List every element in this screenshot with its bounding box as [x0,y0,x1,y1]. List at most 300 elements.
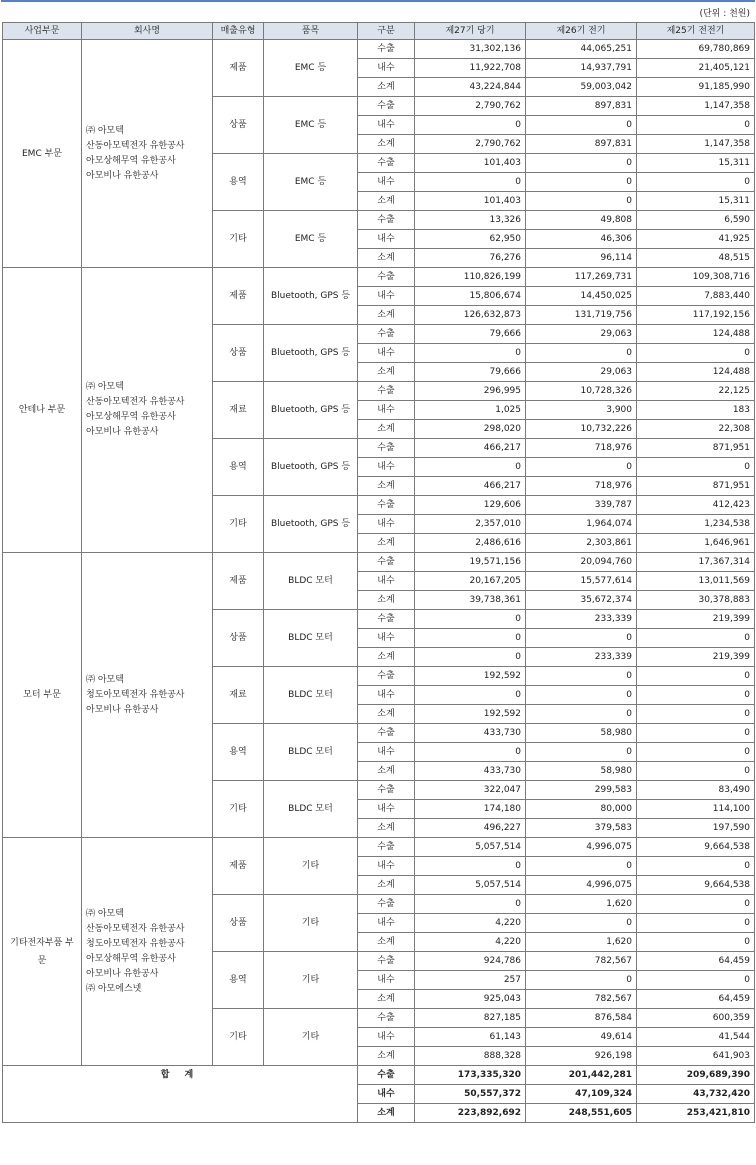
amount-cell: 101,403 [415,192,526,211]
amount-cell: 0 [637,762,755,781]
amount-cell: 1,147,358 [637,135,755,154]
total-amount-cell: 223,892,692 [415,1104,526,1123]
amount-cell: 926,198 [526,1047,637,1066]
amount-cell: 0 [637,705,755,724]
amount-cell: 19,571,156 [415,553,526,572]
amount-cell: 298,020 [415,420,526,439]
amount-cell: 126,632,873 [415,306,526,325]
amount-cell: 219,399 [637,648,755,667]
amount-cell: 233,339 [526,648,637,667]
header-segment: 사업부문 [3,23,82,40]
amount-cell: 496,227 [415,819,526,838]
amount-cell: 0 [526,743,637,762]
kind-label: 내수 [358,572,415,591]
amount-cell: 109,308,716 [637,268,755,287]
amount-cell: 0 [526,914,637,933]
amount-cell: 1,620 [526,933,637,952]
amount-cell: 0 [637,667,755,686]
product-name: BLDC 모터 [264,667,358,724]
kind-label: 소계 [358,876,415,895]
amount-cell: 64,459 [637,952,755,971]
amount-cell: 4,996,075 [526,838,637,857]
total-amount-cell: 209,689,390 [637,1066,755,1085]
amount-cell: 1,646,961 [637,534,755,553]
company-name: 아모상해무역 유한공사 [86,155,176,166]
company-name: ㈜ 아모텍 [86,125,124,136]
kind-label: 소계 [358,591,415,610]
company-name: ㈜ 아모텍 [86,908,124,919]
product-name: BLDC 모터 [264,724,358,781]
amount-cell: 48,515 [637,249,755,268]
sales-type: 제품 [213,838,264,895]
product-name: 기타 [264,895,358,952]
sales-type: 재료 [213,382,264,439]
amount-cell: 31,302,136 [415,40,526,59]
kind-label: 수출 [358,496,415,515]
total-row [3,1066,755,1085]
table-body [3,40,755,1123]
amount-cell: 0 [415,458,526,477]
kind-label: 내수 [358,458,415,477]
amount-cell: 0 [415,610,526,629]
sales-type: 제품 [213,268,264,325]
amount-cell: 124,488 [637,363,755,382]
table-row [3,268,755,287]
header-period-25: 제25기 전전기 [637,23,755,40]
amount-cell: 0 [526,154,637,173]
amount-cell: 69,780,869 [637,40,755,59]
amount-cell: 110,826,199 [415,268,526,287]
amount-cell: 192,592 [415,705,526,724]
kind-label: 내수 [358,401,415,420]
product-name: EMC 등 [264,40,358,97]
product-name: 기타 [264,952,358,1009]
amount-cell: 96,114 [526,249,637,268]
kind-label: 수출 [358,1066,415,1085]
amount-cell: 49,614 [526,1028,637,1047]
kind-label: 소계 [358,762,415,781]
kind-label: 내수 [358,743,415,762]
amount-cell: 20,167,205 [415,572,526,591]
total-amount-cell: 253,421,810 [637,1104,755,1123]
kind-label: 소계 [358,249,415,268]
amount-cell: 2,790,762 [415,97,526,116]
amount-cell: 299,583 [526,781,637,800]
amount-cell: 22,308 [637,420,755,439]
total-amount-cell: 43,732,420 [637,1085,755,1104]
company-name: 아모상해무역 유한공사 [86,412,176,422]
amount-cell: 83,490 [637,781,755,800]
amount-cell: 79,666 [415,325,526,344]
amount-cell: 58,980 [526,724,637,743]
kind-label: 수출 [358,1009,415,1028]
kind-label: 내수 [358,800,415,819]
amount-cell: 871,951 [637,439,755,458]
segment-name: 안테나 부문 [3,268,82,553]
amount-cell: 233,339 [526,610,637,629]
kind-label: 내수 [358,1028,415,1047]
amount-cell: 9,664,538 [637,838,755,857]
amount-cell: 114,100 [637,800,755,819]
amount-cell: 0 [526,857,637,876]
sales-type: 상품 [213,895,264,952]
amount-cell: 0 [415,895,526,914]
kind-label: 소계 [358,648,415,667]
kind-label: 소계 [358,135,415,154]
amount-cell: 0 [637,724,755,743]
kind-label: 내수 [358,230,415,249]
kind-label: 내수 [358,686,415,705]
amount-cell: 897,831 [526,97,637,116]
company-list [82,553,213,838]
amount-cell: 0 [637,458,755,477]
amount-cell: 466,217 [415,477,526,496]
kind-label: 내수 [358,287,415,306]
amount-cell: 29,063 [526,363,637,382]
amount-cell: 13,326 [415,211,526,230]
amount-cell: 0 [637,933,755,952]
kind-label: 수출 [358,781,415,800]
amount-cell: 718,976 [526,477,637,496]
amount-cell: 0 [637,344,755,363]
kind-label: 내수 [358,971,415,990]
amount-cell: 22,125 [637,382,755,401]
amount-cell: 219,399 [637,610,755,629]
kind-label: 수출 [358,610,415,629]
amount-cell: 0 [526,173,637,192]
kind-label: 소계 [358,477,415,496]
amount-cell: 0 [526,705,637,724]
amount-cell: 433,730 [415,762,526,781]
amount-cell: 21,405,121 [637,59,755,78]
amount-cell: 1,147,358 [637,97,755,116]
kind-label: 수출 [358,97,415,116]
amount-cell: 782,567 [526,952,637,971]
total-amount-cell: 201,442,281 [526,1066,637,1085]
kind-label: 소계 [358,306,415,325]
amount-cell: 0 [637,857,755,876]
sales-type: 재료 [213,667,264,724]
amount-cell: 44,065,251 [526,40,637,59]
company-name: 아모상해무역 유한공사 [86,953,176,964]
amount-cell: 7,883,440 [637,287,755,306]
amount-cell: 14,937,791 [526,59,637,78]
amount-cell: 41,925 [637,230,755,249]
company-name: 아모비나 유한공사 [86,427,159,437]
amount-cell: 1,234,538 [637,515,755,534]
amount-cell: 0 [526,971,637,990]
amount-cell: 41,544 [637,1028,755,1047]
kind-label: 내수 [358,1085,415,1104]
segment-name: EMC 부문 [3,40,82,268]
sales-type: 기타 [213,781,264,838]
amount-cell: 0 [526,116,637,135]
amount-cell: 322,047 [415,781,526,800]
amount-cell: 15,806,674 [415,287,526,306]
amount-cell: 101,403 [415,154,526,173]
amount-cell: 339,787 [526,496,637,515]
product-name: Bluetooth, GPS 등 [264,382,358,439]
amount-cell: 0 [415,629,526,648]
sales-type: 기타 [213,211,264,268]
amount-cell: 0 [637,629,755,648]
kind-label: 수출 [358,382,415,401]
amount-cell: 46,306 [526,230,637,249]
amount-cell: 79,666 [415,363,526,382]
product-name: 기타 [264,838,358,895]
amount-cell: 59,003,042 [526,78,637,97]
kind-label: 수출 [358,40,415,59]
amount-cell: 466,217 [415,439,526,458]
company-name: 아모비나 유한공사 [86,968,159,979]
company-name: 산동아모텍전자 유한공사 [86,923,185,934]
amount-cell: 0 [415,648,526,667]
company-list [82,268,213,553]
amount-cell: 192,592 [415,667,526,686]
kind-label: 내수 [358,116,415,135]
amount-cell: 0 [637,914,755,933]
amount-cell: 888,328 [415,1047,526,1066]
amount-cell: 91,185,990 [637,78,755,97]
amount-cell: 6,590 [637,211,755,230]
kind-label: 수출 [358,667,415,686]
amount-cell: 64,459 [637,990,755,1009]
amount-cell: 117,192,156 [637,306,755,325]
header-company: 회사명 [82,23,213,40]
company-name: 아모비나 유한공사 [86,704,159,715]
amount-cell: 782,567 [526,990,637,1009]
amount-cell: 2,303,861 [526,534,637,553]
table-row [3,838,755,857]
amount-cell: 0 [415,344,526,363]
kind-label: 소계 [358,1047,415,1066]
amount-cell: 1,025 [415,401,526,420]
product-name: BLDC 모터 [264,781,358,838]
amount-cell: 0 [637,173,755,192]
product-name: 기타 [264,1009,358,1066]
kind-label: 내수 [358,914,415,933]
kind-label: 소계 [358,534,415,553]
table-row [3,40,755,59]
amount-cell: 15,577,614 [526,572,637,591]
product-name: Bluetooth, GPS 등 [264,439,358,496]
sales-table [2,22,755,1123]
product-name: Bluetooth, GPS 등 [264,496,358,553]
kind-label: 수출 [358,439,415,458]
amount-cell: 0 [637,116,755,135]
kind-label: 소계 [358,420,415,439]
amount-cell: 600,359 [637,1009,755,1028]
kind-label: 내수 [358,515,415,534]
sales-type: 상품 [213,325,264,382]
amount-cell: 871,951 [637,477,755,496]
amount-cell: 13,011,569 [637,572,755,591]
amount-cell: 30,378,883 [637,591,755,610]
kind-label: 소계 [358,1104,415,1123]
sales-type: 제품 [213,553,264,610]
amount-cell: 924,786 [415,952,526,971]
amount-cell: 20,094,760 [526,553,637,572]
amount-cell: 5,057,514 [415,876,526,895]
amount-cell: 15,311 [637,192,755,211]
amount-cell: 174,180 [415,800,526,819]
sales-type: 용역 [213,952,264,1009]
kind-label: 내수 [358,59,415,78]
amount-cell: 4,220 [415,933,526,952]
header-period-27: 제27기 당기 [415,23,526,40]
product-name: EMC 등 [264,154,358,211]
amount-cell: 1,620 [526,895,637,914]
kind-label: 소계 [358,933,415,952]
amount-cell: 0 [637,895,755,914]
amount-cell: 10,732,226 [526,420,637,439]
header-period-26: 제26기 전기 [526,23,637,40]
amount-cell: 197,590 [637,819,755,838]
kind-label: 소계 [358,78,415,97]
amount-cell: 296,995 [415,382,526,401]
sales-type: 상품 [213,610,264,667]
amount-cell: 379,583 [526,819,637,838]
kind-label: 내수 [358,629,415,648]
amount-cell: 4,220 [415,914,526,933]
amount-cell: 0 [526,458,637,477]
amount-cell: 124,488 [637,325,755,344]
amount-cell: 62,950 [415,230,526,249]
sales-type: 기타 [213,1009,264,1066]
company-name: 산동아모텍전자 유한공사 [86,140,185,151]
kind-label: 수출 [358,724,415,743]
amount-cell: 876,584 [526,1009,637,1028]
header-row [3,23,755,40]
product-name: Bluetooth, GPS 등 [264,325,358,382]
kind-label: 수출 [358,553,415,572]
amount-cell: 0 [415,686,526,705]
amount-cell: 76,276 [415,249,526,268]
segment-name: 기타전자부품 부문 [3,838,82,1066]
total-amount-cell: 248,551,605 [526,1104,637,1123]
amount-cell: 0 [526,629,637,648]
company-list [82,40,213,268]
total-amount-cell: 47,109,324 [526,1085,637,1104]
amount-cell: 49,808 [526,211,637,230]
segment-name: 모터 부문 [3,553,82,838]
amount-cell: 10,728,326 [526,382,637,401]
product-name: EMC 등 [264,97,358,154]
amount-cell: 0 [526,344,637,363]
amount-cell: 61,143 [415,1028,526,1047]
sales-type: 용역 [213,724,264,781]
amount-cell: 80,000 [526,800,637,819]
amount-cell: 17,367,314 [637,553,755,572]
total-amount-cell: 50,557,372 [415,1085,526,1104]
kind-label: 수출 [358,838,415,857]
kind-label: 내수 [358,344,415,363]
company-name: ㈜ 아모텍 [86,382,124,392]
amount-cell: 641,903 [637,1047,755,1066]
amount-cell: 2,790,762 [415,135,526,154]
amount-cell: 2,486,616 [415,534,526,553]
amount-cell: 35,672,374 [526,591,637,610]
kind-label: 소계 [358,192,415,211]
header-kind: 구분 [358,23,415,40]
sales-type: 상품 [213,97,264,154]
kind-label: 수출 [358,895,415,914]
amount-cell: 257 [415,971,526,990]
kind-label: 수출 [358,325,415,344]
amount-cell: 9,664,538 [637,876,755,895]
amount-cell: 117,269,731 [526,268,637,287]
amount-cell: 0 [637,686,755,705]
total-label: 합 계 [3,1066,358,1123]
amount-cell: 58,980 [526,762,637,781]
amount-cell: 131,719,756 [526,306,637,325]
amount-cell: 3,900 [526,401,637,420]
amount-cell: 1,964,074 [526,515,637,534]
company-name: 청도아모텍전자 유한공사 [86,689,185,700]
amount-cell: 0 [415,857,526,876]
kind-label: 수출 [358,952,415,971]
kind-label: 수출 [358,154,415,173]
company-name: 아모비나 유한공사 [86,170,159,181]
amount-cell: 0 [526,192,637,211]
amount-cell: 0 [637,743,755,762]
kind-label: 소계 [358,819,415,838]
total-amount-cell: 173,335,320 [415,1066,526,1085]
amount-cell: 14,450,025 [526,287,637,306]
kind-label: 내수 [358,173,415,192]
amount-cell: 412,423 [637,496,755,515]
sales-type: 용역 [213,154,264,211]
amount-cell: 0 [526,686,637,705]
kind-label: 소계 [358,705,415,724]
amount-cell: 11,922,708 [415,59,526,78]
header-sales-type: 매출유형 [213,23,264,40]
amount-cell: 0 [415,743,526,762]
product-name: EMC 등 [264,211,358,268]
kind-label: 소계 [358,363,415,382]
amount-cell: 897,831 [526,135,637,154]
kind-label: 수출 [358,211,415,230]
amount-cell: 2,357,010 [415,515,526,534]
sales-type: 용역 [213,439,264,496]
header-product: 품목 [264,23,358,40]
product-name: Bluetooth, GPS 등 [264,268,358,325]
amount-cell: 15,311 [637,154,755,173]
company-name: 청도아모텍전자 유한공사 [86,938,185,949]
amount-cell: 39,738,361 [415,591,526,610]
kind-label: 소계 [358,990,415,1009]
company-name: ㈜ 아모텍 [86,674,124,685]
amount-cell: 5,057,514 [415,838,526,857]
amount-cell: 827,185 [415,1009,526,1028]
amount-cell: 0 [415,116,526,135]
kind-label: 수출 [358,268,415,287]
amount-cell: 129,606 [415,496,526,515]
amount-cell: 0 [526,667,637,686]
amount-cell: 925,043 [415,990,526,1009]
amount-cell: 43,224,844 [415,78,526,97]
company-list [82,838,213,1066]
product-name: BLDC 모터 [264,610,358,667]
amount-cell: 718,976 [526,439,637,458]
amount-cell: 4,996,075 [526,876,637,895]
table-row [3,553,755,572]
amount-cell: 433,730 [415,724,526,743]
kind-label: 내수 [358,857,415,876]
amount-cell: 0 [415,173,526,192]
company-name: 산동아모텍전자 유한공사 [86,397,185,407]
sales-type: 제품 [213,40,264,97]
